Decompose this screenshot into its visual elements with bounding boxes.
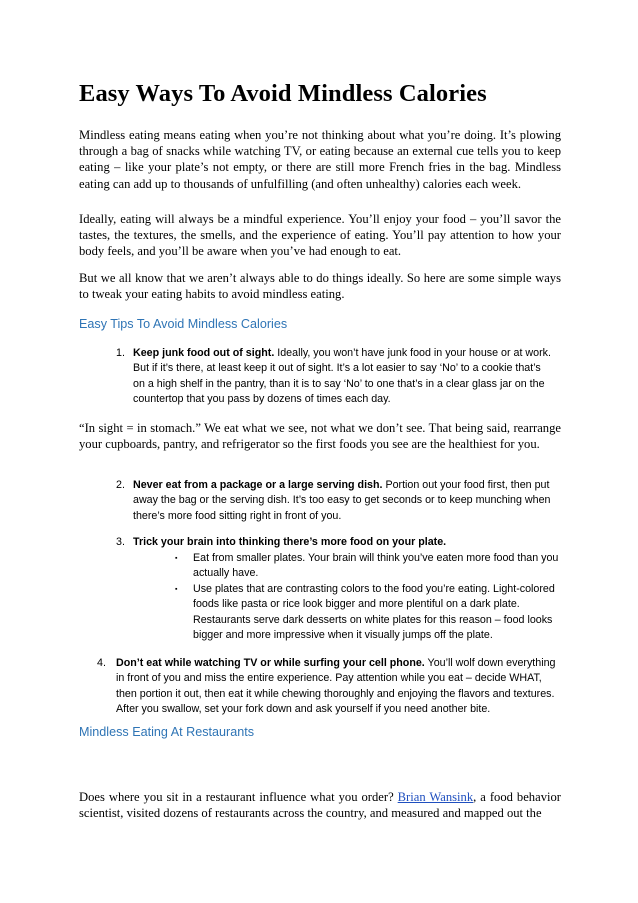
intro-paragraph-3: But we all know that we aren’t always able to do things ideally. So here are some simple ways to tweak your eating habits to avoid mindless eating.: [79, 271, 561, 302]
list-number: 4.: [97, 657, 106, 669]
tip-bold-lead: Never eat from a package or a large serving dish.: [133, 479, 383, 491]
tip-body: Ideally, you won’t have junk food in your house or at work. But if it’s there, at least keep it out of sight. It’s a lot easier to say ‘No’ to a cookie that’s on a high shelf in the pantry, than it is to say ‘No’ to one that’s in a clear glass jar on the countertop that you pass by dozens of times each day.: [133, 347, 551, 405]
intro-paragraph-1: Mindless eating means eating when you’re not thinking about what you’re doing. It’s plowing through a bag of snacks while watching TV, or eating because an external cue tells you to keep eating – like your plate’s not empty, or there are still more French fries in the bag. Mindless eating can add up to thousands of unfulfilling (and often unhealthy) calories each week.: [79, 128, 561, 191]
brian-wansink-link[interactable]: Brian Wansink: [397, 790, 474, 804]
tip-item-1: [116, 346, 553, 407]
list-number: 3.: [116, 536, 125, 548]
bullet-text: Eat from smaller plates. Your brain will think you’ve eaten more food than you actually have.: [193, 552, 559, 580]
tip3-bullet-2: [175, 582, 563, 643]
tip3-bullet-1: [175, 551, 563, 582]
intro-paragraph-2: Ideally, eating will always be a mindful experience. You’ll enjoy your food – you’ll savor the tastes, the textures, the smells, and the experience of eating. You’ll pay attention to how your body feels, and you’ll be aware when you’ve had enough to eat.: [79, 212, 561, 259]
tip-bold-lead: Don’t eat while watching TV or while surfing your cell phone.: [116, 657, 425, 669]
section-heading-restaurants: Mindless Eating At Restaurants: [79, 725, 255, 739]
tip-body: You’ll wolf down everything in front of you and miss the entire experience. Pay attention while you eat – decide WHAT, then portion it out, then eat it while chewing thoroughly and enjoying the flavors and textures. After you swallow, set your fork down and ask yourself if you need another bite.: [116, 657, 556, 715]
list-number: 1.: [116, 347, 125, 359]
final-text-after-link: , a food behavior scientist, visited dozens of restaurants across the country, and measured and mapped out the: [79, 790, 561, 821]
tip-item-4: [97, 656, 562, 717]
final-text-before-link: Does where you sit in a restaurant influence what you order?: [79, 790, 398, 804]
tip-bold-lead: Keep junk food out of sight.: [133, 347, 275, 359]
tip-item-2: [116, 478, 553, 524]
bullet-text: Use plates that are contrasting colors to the food you’re eating. Light-colored foods like pasta or rice look bigger and more plentiful on a dark plate. Restaurants serve dark desserts on white plates for this reason – food looks bigger and more impressive when it visually jumps off the plate.: [193, 583, 555, 641]
quote-paragraph: “In sight = in stomach.” We eat what we see, not what we don’t see. That being said, rearrange your cupboards, pantry, and refrigerator so the first foods you see are the healthiest for you.: [79, 421, 561, 452]
bullet-icon: ▪: [175, 586, 178, 593]
list-number: 2.: [116, 479, 125, 491]
final-paragraph: [79, 789, 561, 821]
bullet-icon: ▪: [175, 555, 178, 562]
tip-bold-lead: Trick your brain into thinking there’s more food on your plate.: [133, 536, 447, 548]
section-heading-tips: Easy Tips To Avoid Mindless Calories: [79, 317, 288, 331]
tip-item-3: [116, 535, 553, 550]
page-title: Easy Ways To Avoid Mindless Calories: [79, 80, 487, 107]
tip-body: Portion out your food first, then put away the bag or the serving dish. It’s too easy to get seconds or to keep munching when there’s more food sitting right in front of you.: [133, 479, 551, 522]
